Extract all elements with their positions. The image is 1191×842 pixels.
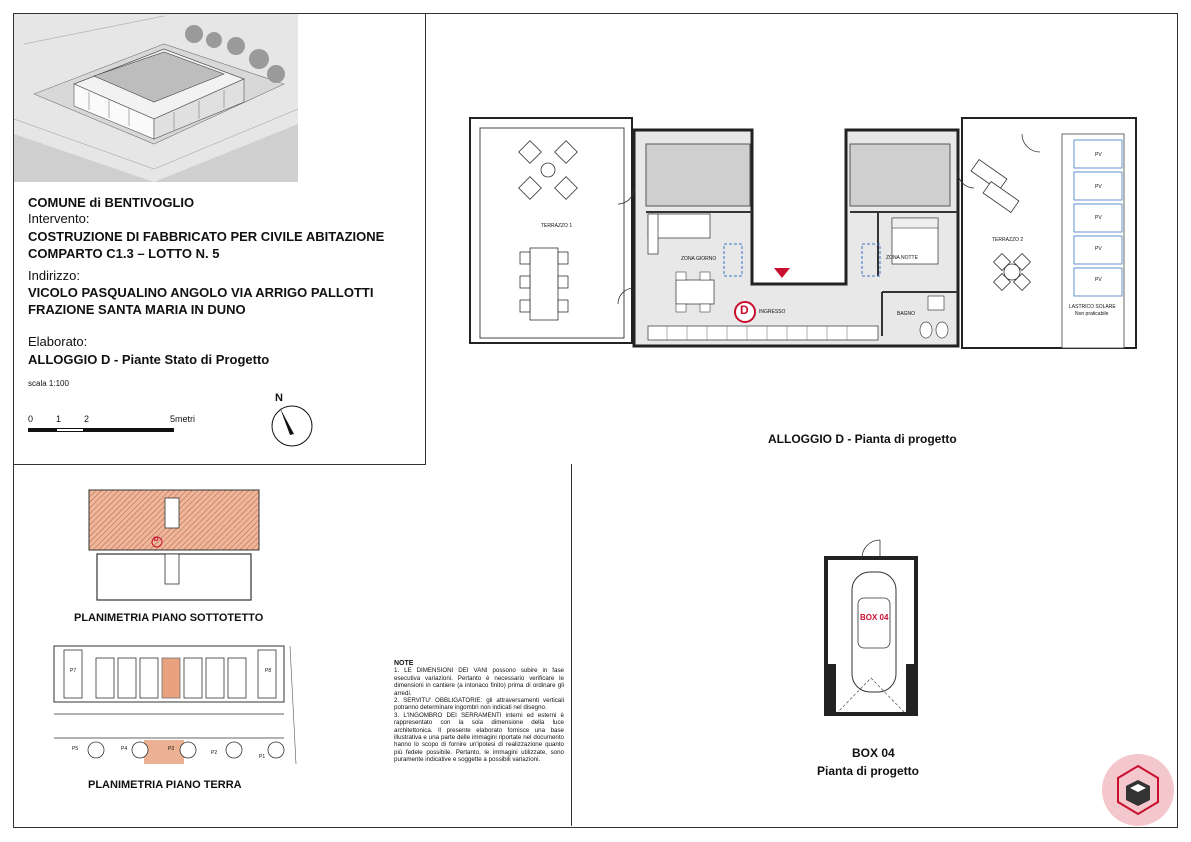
unit-marker-d: D [740,303,749,317]
pv-label-1: PV [1095,152,1102,158]
intervento-line2: COMPARTO C1.3 – LOTTO N. 5 [28,246,220,261]
parking-p1: P1 [259,754,266,760]
pv-label-5: PV [1095,277,1102,283]
main-plan-caption: ALLOGGIO D - Pianta di progetto [768,432,957,446]
elaborato-label: Elaborato: [28,334,88,349]
box-04-label: BOX 04 [860,613,889,622]
intervento-label: Intervento: [28,211,90,226]
label-zona-notte: ZONA NOTTE [886,255,918,261]
label-ingresso: INGRESSO [759,309,786,315]
vertical-divider [425,13,426,465]
pv-label-2: PV [1095,184,1102,190]
box-04-caption-sub: Pianta di progetto [817,764,919,778]
label-bagno: BAGNO [897,311,916,317]
indirizzo-label: Indirizzo: [28,268,81,283]
pv-label-4: PV [1095,246,1102,252]
label-lastrico: LASTRICO SOLARE [1069,304,1116,310]
notes-block [394,660,564,764]
scale-tick-0: 0 [28,414,34,424]
north-label: N [275,392,283,404]
sottotetto-plan [85,484,265,604]
parking-p5: P5 [72,746,79,752]
indirizzo-line1: VICOLO PASQUALINO ANGOLO VIA ARRIGO PALLOTTI [28,285,374,300]
comune-text: COMUNE di BENTIVOGLIO [28,195,195,210]
parking-p4: P4 [121,746,128,752]
pv-label-3: PV [1095,215,1102,221]
building-render-image [14,14,298,182]
company-logo [1100,752,1176,828]
label-terrazzo-1: TERRAZZO 1 [541,223,573,229]
garage-plan [822,528,922,718]
note-2: 2. SERVITU' OBBLIGATORIE: gli attraversamenti verticali potranno determinare ingombri non indicati nel disegno. [394,697,564,712]
box-04-caption-title: BOX 04 [852,746,895,760]
terra-caption: PLANIMETRIA PIANO TERRA [88,779,242,791]
note-3: 3. L'INGOMBRO DEI SERRAMENTI interni ed esterni è rappresentato con la sola dimensione della luce architettonica. Il presente elaborato fornisce una base illustrativa e una parte delle immagini riportate nel documento hanno lo scopo di fornire un'ipotesi di realizzazione quanto più fedele possibile. Pertanto, le immagini utilizzate, sono puramente indicative e soggette a possibili variazioni. [394,711,564,764]
note-1: 1. LE DIMENSIONI DEI VANI possono subire in fase esecutiva variazioni. Pertanto è necessario verificare le dimensioni in cantiere (a intonaco finito) prima di ordinare gli arredi. [394,667,564,697]
elaborato-title: ALLOGGIO D - Piante Stato di Progetto [28,352,270,367]
intervento-line1: COSTRUZIONE DI FABBRICATO PER CIVILE ABITAZIONE [28,229,385,244]
parking-p7: P7 [70,668,77,674]
notes-title: NOTE [394,660,414,667]
sottotetto-marker: D [154,537,159,543]
scale-tick-5: 5metri [170,414,196,424]
label-terrazzo-2: TERRAZZO 2 [992,237,1024,243]
scale-text: scala 1:100 [28,379,69,388]
label-zona-giorno: ZONA GIORNO [681,256,717,262]
indirizzo-line2: FRAZIONE SANTA MARIA IN DUNO [28,302,246,317]
parking-p2: P2 [211,750,218,756]
parking-p8: P8 [265,668,272,674]
scale-bar [28,414,208,440]
north-arrow [270,392,314,448]
scale-tick-2: 2 [84,414,90,424]
parking-p3: P3 [168,746,175,752]
main-floor-plan [462,108,1142,368]
sottotetto-caption: PLANIMETRIA PIANO SOTTOTETTO [74,612,264,624]
label-lastrico-sub: Non praticabile [1075,311,1109,317]
scale-tick-1: 1 [56,414,62,424]
